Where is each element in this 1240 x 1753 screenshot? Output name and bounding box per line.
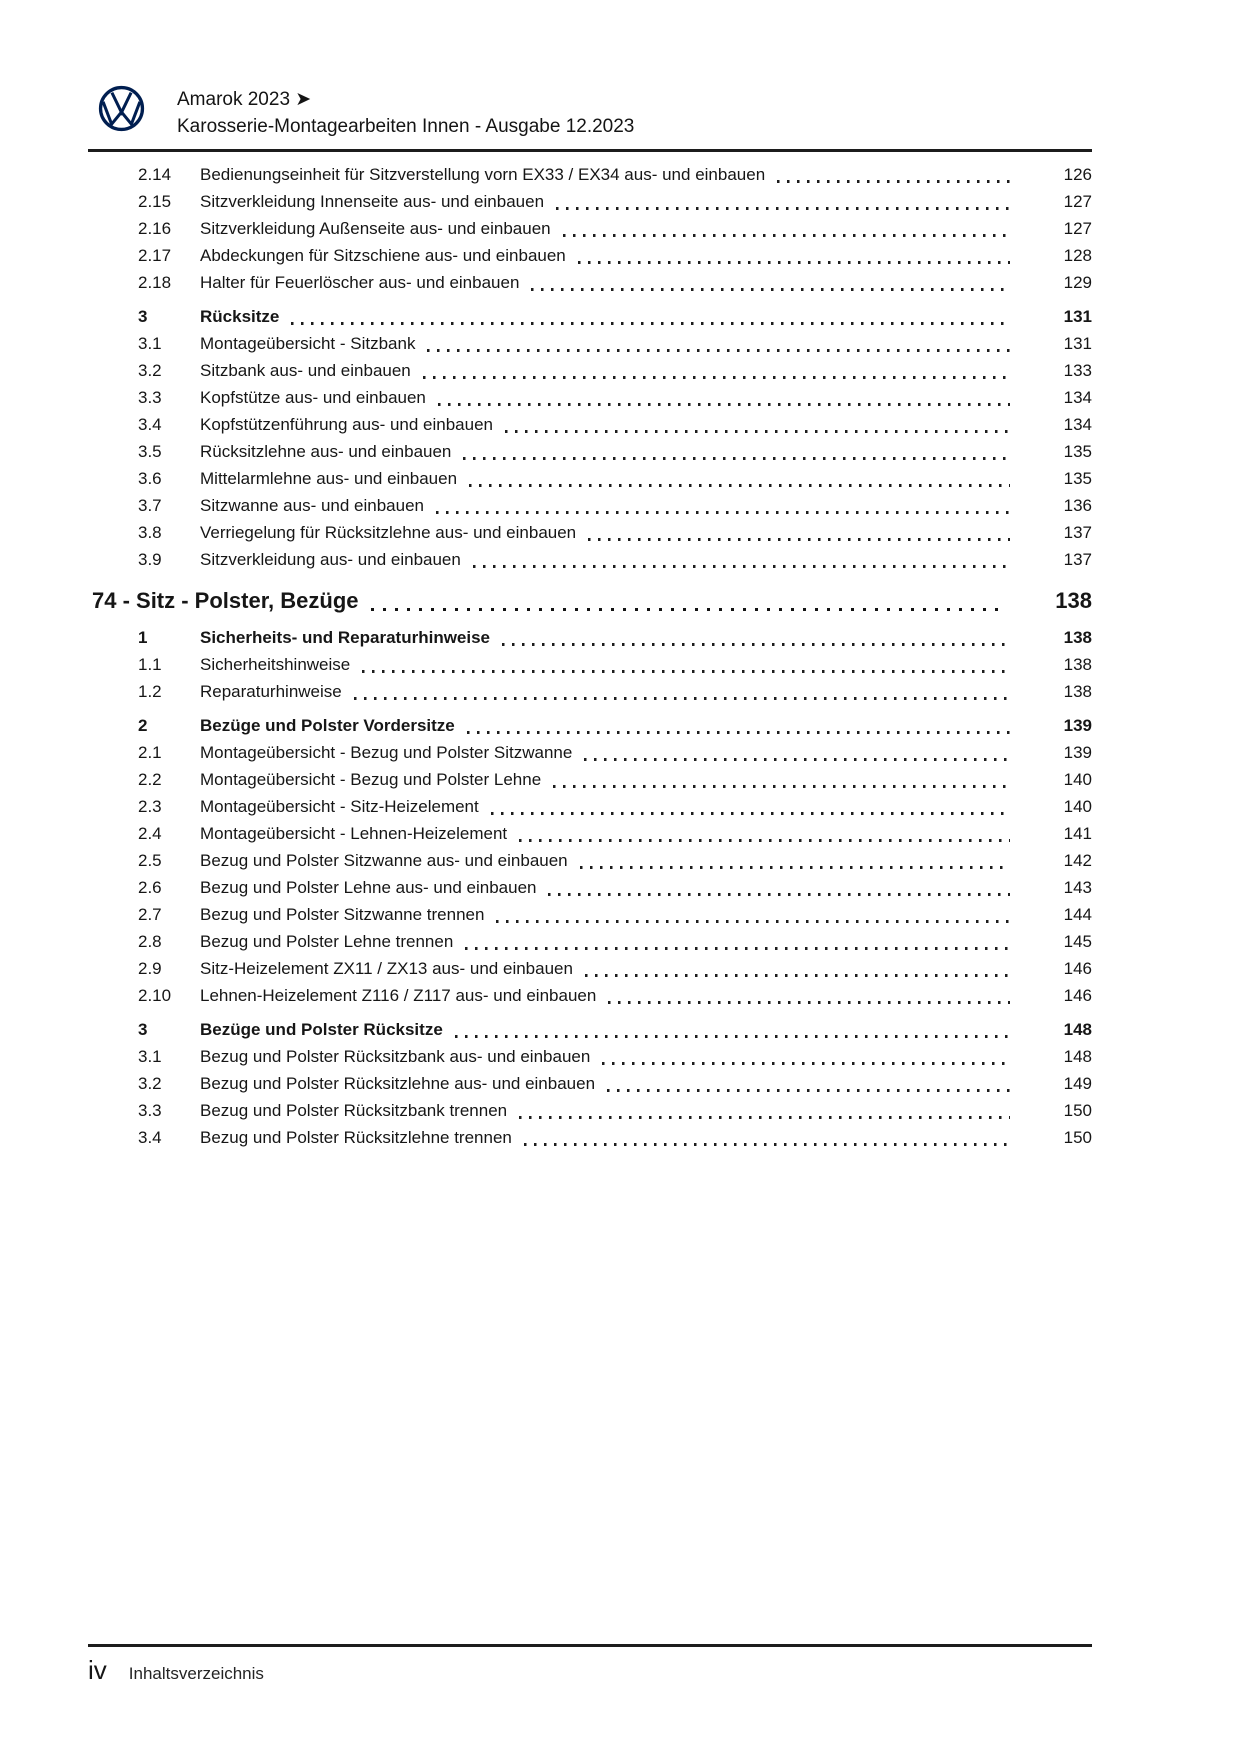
dot-leader	[354, 697, 1010, 700]
dot-leader	[463, 457, 1010, 460]
toc-entry-page: 141	[1063, 824, 1092, 843]
toc-entry-row	[88, 820, 1092, 847]
toc-entry-number: 3	[138, 307, 148, 326]
toc-entry-page: 139	[1063, 716, 1092, 735]
toc-entry-row	[88, 1043, 1092, 1070]
toc-entry-page: 143	[1063, 878, 1092, 897]
toc-entry-title: Rücksitzlehne aus- und einbauen	[200, 442, 452, 461]
toc-entry-title: Sitzverkleidung Außenseite aus- und einbauen	[200, 219, 551, 238]
dot-leader	[519, 839, 1010, 842]
page-header	[177, 86, 634, 140]
dot-leader	[423, 376, 1010, 379]
toc-entry-row	[88, 1070, 1092, 1097]
toc-entry-title: Sitzverkleidung Innenseite aus- und einbauen	[200, 192, 545, 211]
footer-section-title: Inhaltsverzeichnis	[128, 1664, 264, 1683]
toc-entry-title: Rücksitze	[200, 307, 280, 326]
toc-entry-number: 2.17	[138, 246, 172, 265]
toc-entry-title: Bezug und Polster Sitzwanne trennen	[200, 905, 485, 924]
toc-entry-page: 142	[1063, 851, 1092, 870]
toc-entry-page: 134	[1063, 388, 1092, 407]
toc-entry-title: Kopfstützenführung aus- und einbauen	[200, 415, 494, 434]
toc-entry-number: 3.2	[138, 361, 162, 380]
toc-entry-title: Montageübersicht - Bezug und Polster Sitzwanne	[200, 743, 573, 762]
toc-entry-title: Montageübersicht - Bezug und Polster Lehne	[200, 770, 542, 789]
toc-entry-page: 150	[1063, 1128, 1092, 1147]
toc-entry-title: Kopfstütze aus- und einbauen	[200, 388, 426, 407]
toc-entry-number: 3.1	[138, 334, 162, 353]
dot-leader	[467, 731, 1010, 734]
toc-entry-title: Montageübersicht - Lehnen-Heizelement	[200, 824, 508, 843]
toc-entry-number: 2.18	[138, 273, 172, 292]
toc-section-row	[88, 1016, 1092, 1043]
toc-entry-number: 3	[138, 1020, 148, 1039]
toc-entry-row	[88, 678, 1092, 705]
toc-entry-number: 3.2	[138, 1074, 162, 1093]
toc-entry-number: 2.6	[138, 878, 162, 897]
dot-leader	[438, 403, 1010, 406]
toc-entry-row	[88, 269, 1092, 296]
dot-leader	[469, 484, 1010, 487]
toc-entry-number: 2.7	[138, 905, 162, 924]
toc-entry-title: Bezug und Polster Rücksitzlehne trennen	[200, 1128, 512, 1147]
toc-entry-number: 3.1	[138, 1047, 162, 1066]
toc-entry-page: 127	[1063, 219, 1092, 238]
toc-entry-page: 138	[1055, 588, 1092, 613]
dot-leader	[602, 1062, 1010, 1065]
dot-leader	[585, 974, 1010, 977]
toc-entry-page: 137	[1063, 523, 1092, 542]
toc-entry-number: 2.10	[138, 986, 172, 1005]
toc-entry-title: Abdeckungen für Sitzschiene aus- und einbauen	[200, 246, 566, 265]
dot-leader	[502, 643, 1010, 646]
footer-page-number: iv	[88, 1655, 107, 1685]
toc-entry-number: 3.9	[138, 550, 162, 569]
toc-entry-row	[88, 357, 1092, 384]
dot-leader	[588, 538, 1010, 541]
dot-leader	[608, 1001, 1010, 1004]
toc-entry-number: 3.7	[138, 496, 162, 515]
toc-entry-number: 2.3	[138, 797, 162, 816]
toc-entry-title: Bezüge und Polster Vordersitze	[200, 716, 455, 735]
toc-entry-number: 3.4	[138, 415, 162, 434]
toc-entry-page: 140	[1063, 797, 1092, 816]
dot-leader	[563, 234, 1010, 237]
toc-entry-number: 2.5	[138, 851, 162, 870]
dot-leader	[473, 565, 1010, 568]
toc-entry-number: 2.8	[138, 932, 162, 951]
toc-entry-title: Halter für Feuerlöscher aus- und einbauen	[200, 273, 520, 292]
toc-entry-row	[88, 438, 1092, 465]
dot-leader	[362, 670, 1010, 673]
toc-entry-page: 140	[1063, 770, 1092, 789]
toc-entry-page: 138	[1063, 628, 1092, 647]
toc-entry-page: 137	[1063, 550, 1092, 569]
toc-entry-row	[88, 793, 1092, 820]
dot-leader	[291, 322, 1010, 325]
page-footer	[88, 1655, 264, 1686]
dot-leader	[427, 349, 1010, 352]
toc-entry-page: 144	[1063, 905, 1092, 924]
toc-entry-number: 2.14	[138, 165, 172, 184]
toc-entry-row	[88, 188, 1092, 215]
toc-entry-page: 138	[1063, 655, 1092, 674]
header-model-line: Amarok 2023 ➤	[177, 89, 312, 110]
dot-leader	[578, 261, 1010, 264]
toc-entry-number: 3.8	[138, 523, 162, 542]
toc-entry-row	[88, 982, 1092, 1009]
toc-entry-number: 2	[138, 716, 148, 735]
toc-entry-number: 1.1	[138, 655, 162, 674]
toc-section-row	[88, 624, 1092, 651]
dot-leader	[548, 893, 1010, 896]
toc-entry-row	[88, 928, 1092, 955]
toc-entry-number: 2.4	[138, 824, 162, 843]
toc-entry-row	[88, 874, 1092, 901]
header-divider	[88, 149, 1092, 152]
dot-leader	[491, 812, 1010, 815]
toc-entry-title: Mittelarmlehne aus- und einbauen	[200, 469, 458, 488]
toc-entry-title: Reparaturhinweise	[200, 682, 342, 701]
toc-entry-number: 3.3	[138, 388, 162, 407]
toc-entry-page: 134	[1063, 415, 1092, 434]
dot-leader	[531, 288, 1010, 291]
toc-entry-page: 148	[1063, 1047, 1092, 1066]
dot-leader	[524, 1143, 1010, 1146]
toc-entry-page: 146	[1063, 959, 1092, 978]
toc-entry-page: 148	[1063, 1020, 1092, 1039]
toc-entry-page: 135	[1063, 469, 1092, 488]
toc-entry-page: 133	[1063, 361, 1092, 380]
dot-leader	[519, 1116, 1010, 1119]
toc-entry-title: Bezug und Polster Lehne aus- und einbauen	[200, 878, 537, 897]
toc-entry-title: Bezug und Polster Rücksitzlehne aus- und einbauen	[200, 1074, 596, 1093]
toc-entry-title: Sicherheitshinweise	[200, 655, 351, 674]
toc-entry-page: 139	[1063, 743, 1092, 762]
toc-entry-row	[88, 766, 1092, 793]
toc-section-row	[88, 712, 1092, 739]
toc-entry-title: Bezüge und Polster Rücksitze	[200, 1020, 443, 1039]
toc-entry-number: 3.3	[138, 1101, 162, 1120]
toc-entry-page: 149	[1063, 1074, 1092, 1093]
toc-entry-page: 127	[1063, 192, 1092, 211]
toc-entry-page: 129	[1063, 273, 1092, 292]
toc-entry-row	[88, 215, 1092, 242]
toc-entry-number: 3.5	[138, 442, 162, 461]
toc-entry-row	[88, 739, 1092, 766]
toc-entry-title: Sitzverkleidung aus- und einbauen	[200, 550, 461, 569]
dot-leader	[607, 1089, 1010, 1092]
dot-leader	[455, 1035, 1010, 1038]
toc-entry-title: Sicherheits- und Reparaturhinweise	[200, 628, 491, 647]
toc-entry-title: Verriegelung für Rücksitzlehne aus- und einbauen	[200, 523, 577, 542]
toc-entry-row	[88, 465, 1092, 492]
toc-entry-row	[88, 901, 1092, 928]
toc-entry-title: 74 - Sitz - Polster, Bezüge	[92, 588, 359, 613]
toc-entry-row	[88, 330, 1092, 357]
toc-entry-row	[88, 411, 1092, 438]
toc-entry-title: Bezug und Polster Lehne trennen	[200, 932, 454, 951]
toc-chapter-row	[88, 585, 1092, 617]
dot-leader	[436, 511, 1010, 514]
toc-entry-row	[88, 492, 1092, 519]
toc-entry-title: Montageübersicht - Sitzbank	[200, 334, 416, 353]
toc-entry-row	[88, 161, 1092, 188]
toc-entry-row	[88, 955, 1092, 982]
toc-entry-number: 1.2	[138, 682, 162, 701]
toc-entry-page: 150	[1063, 1101, 1092, 1120]
toc-entry-number: 2.16	[138, 219, 172, 238]
toc-entry-page: 131	[1063, 307, 1092, 326]
toc-entry-row	[88, 519, 1092, 546]
toc-entry-page: 126	[1063, 165, 1092, 184]
toc-entry-title: Sitz-Heizelement ZX11 / ZX13 aus- und einbauen	[200, 959, 573, 978]
toc-entry-title: Lehnen-Heizelement Z116 / Z117 aus- und einbauen	[200, 986, 597, 1005]
table-of-contents	[88, 161, 1092, 1151]
dot-leader	[496, 920, 1010, 923]
dot-leader	[580, 866, 1010, 869]
toc-entry-title: Bezug und Polster Rücksitzbank trennen	[200, 1101, 508, 1120]
toc-entry-row	[88, 1097, 1092, 1124]
toc-entry-number: 3.6	[138, 469, 162, 488]
toc-entry-page: 136	[1063, 496, 1092, 515]
toc-entry-page: 135	[1063, 442, 1092, 461]
dot-leader	[777, 180, 1010, 183]
toc-section-row	[88, 303, 1092, 330]
toc-entry-title: Bedienungseinheit für Sitzverstellung vorn EX33 / EX34 aus- und einbauen	[200, 165, 766, 184]
toc-entry-title: Sitzwanne aus- und einbauen	[200, 496, 424, 515]
vw-logo-icon	[98, 85, 145, 132]
toc-entry-row	[88, 242, 1092, 269]
toc-entry-number: 3.4	[138, 1128, 162, 1147]
toc-entry-page: 138	[1063, 682, 1092, 701]
dot-leader	[505, 430, 1010, 433]
toc-entry-number: 2.2	[138, 770, 162, 789]
dot-leader	[556, 207, 1010, 210]
dot-leader	[584, 758, 1010, 761]
footer-divider	[88, 1644, 1092, 1647]
toc-entry-page: 145	[1063, 932, 1092, 951]
toc-entry-row	[88, 1124, 1092, 1151]
dot-leader	[465, 947, 1010, 950]
toc-entry-number: 2.1	[138, 743, 162, 762]
toc-entry-page: 131	[1063, 334, 1092, 353]
toc-entry-number: 1	[138, 628, 148, 647]
header-doc-title: Karosserie-Montagearbeiten Innen - Ausgabe 12.2023	[177, 116, 635, 137]
toc-entry-title: Sitzbank aus- und einbauen	[200, 361, 411, 380]
toc-entry-row	[88, 847, 1092, 874]
toc-entry-row	[88, 546, 1092, 573]
toc-entry-number: 2.15	[138, 192, 172, 211]
toc-entry-page: 146	[1063, 986, 1092, 1005]
toc-entry-number: 2.9	[138, 959, 162, 978]
dot-leader	[553, 785, 1010, 788]
toc-entry-title: Bezug und Polster Rücksitzbank aus- und einbauen	[200, 1047, 591, 1066]
toc-entry-title: Bezug und Polster Sitzwanne aus- und einbauen	[200, 851, 568, 870]
dot-leader	[371, 608, 1006, 611]
toc-entry-title: Montageübersicht - Sitz-Heizelement	[200, 797, 479, 816]
toc-entry-row	[88, 651, 1092, 678]
toc-entry-row	[88, 384, 1092, 411]
toc-entry-page: 128	[1063, 246, 1092, 265]
